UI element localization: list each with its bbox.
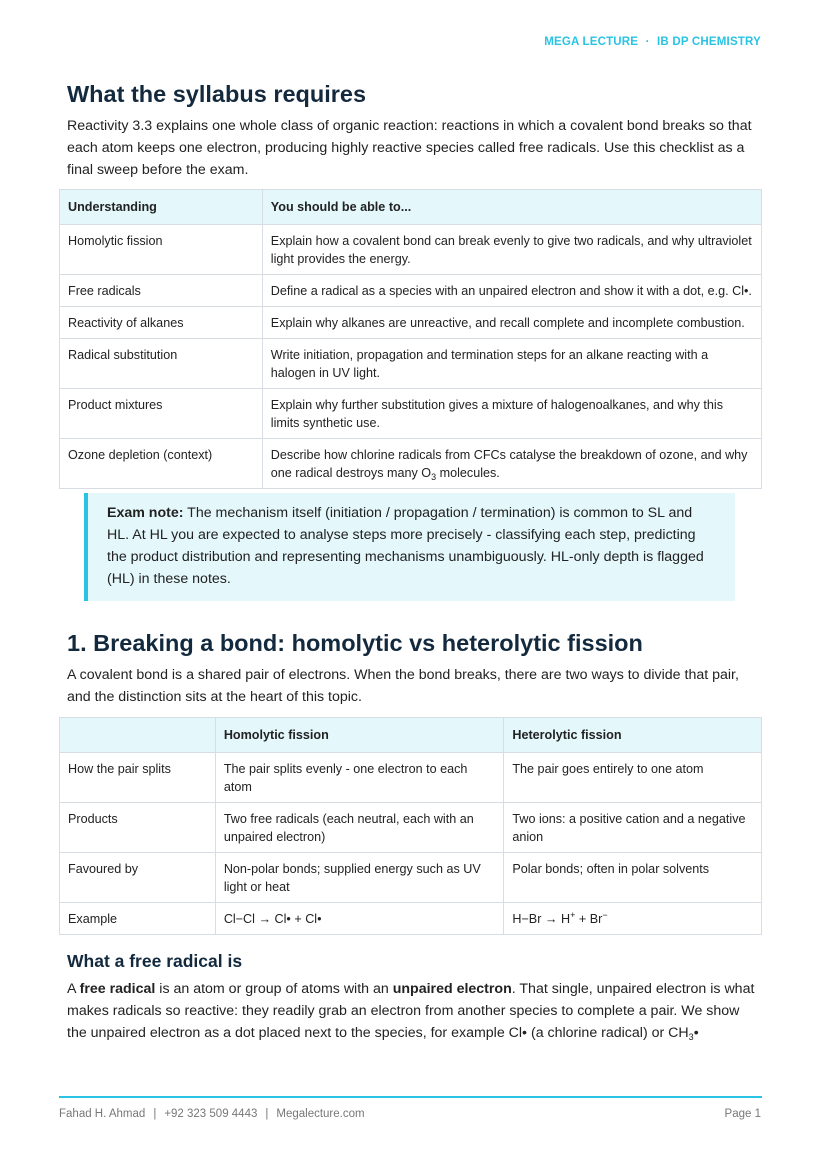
syllabus-intro: Reactivity 3.3 explains one whole class of organic reaction: reactions in which a covalent bond breaks so that each atom keeps one electron, producing highly reactive species called free radicals. Use this checklist as a final sweep before the exam. <box>67 118 752 178</box>
table-cell: Two ions: a positive cation and a negative anion <box>504 802 762 852</box>
text-run: . That single, unpaired electron is what makes radicals so reactive: they readily grab an electron from another species to complete a pair. We show the unpaired electron as a dot placed next to the species, for example Cl• (a chlorine radical) or CH <box>67 980 755 1041</box>
superscript: + <box>570 909 576 920</box>
page-number: Page 1 <box>724 1108 761 1120</box>
term-unpaired-electron: unpaired electron <box>392 980 512 997</box>
exam-note-label: Exam note: <box>107 505 184 522</box>
table-header-row <box>60 717 762 752</box>
term-free-radical: free radical <box>79 980 156 997</box>
table-row <box>60 389 762 439</box>
table-cell: Reactivity of alkanes <box>60 307 263 339</box>
column-header: You should be able to... <box>262 190 761 225</box>
footer-divider <box>59 1096 762 1098</box>
table-cell: How the pair splits <box>60 752 216 802</box>
radical-title: What a free radical is <box>67 950 243 971</box>
footer-author: Fahad H. Ahmad <box>59 1108 146 1120</box>
subscript: 3 <box>688 1031 694 1042</box>
syllabus-title: What the syllabus requires <box>67 81 367 107</box>
column-header: Homolytic fission <box>215 717 504 752</box>
page-content <box>59 78 762 1044</box>
exam-note-text: The mechanism itself (initiation / propagation / termination) is common to SL and HL. At HL you are expected to analyse steps more precisely - classifying each step, predicting the product distribution and representing mechanisms unambiguously. HL-only depth is flagged (HL) in these notes. <box>107 505 704 588</box>
table-cell: Cl−Cl → Cl• + Cl• <box>215 902 504 934</box>
exam-note <box>84 493 735 601</box>
table-row <box>60 225 762 275</box>
table-cell: Explain how a covalent bond can break evenly to give two radicals, and why ultraviolet light provides the energy. <box>262 225 761 275</box>
table-cell: Two free radicals (each neutral, each with an unpaired electron) <box>215 802 504 852</box>
table-cell: Polar bonds; often in polar solvents <box>504 852 762 902</box>
table-row <box>60 339 762 389</box>
table-row <box>60 307 762 339</box>
table-row <box>60 802 762 852</box>
table-cell: Homolytic fission <box>60 225 263 275</box>
section1-intro: A covalent bond is a shared pair of electrons. When the bond breaks, there are two ways to divide that pair, and the distinction sits at the heart of this topic. <box>67 667 739 706</box>
radical-paragraph <box>67 979 762 1044</box>
footer-separator: | <box>153 1108 157 1120</box>
table-cell: Ozone depletion (context) <box>60 439 263 489</box>
table-cell: Example <box>60 902 216 934</box>
column-header: Understanding <box>60 190 263 225</box>
table-cell: Favoured by <box>60 852 216 902</box>
cell-text: Describe how chlorine radicals from CFCs catalyse the breakdown of ozone, and why one radical destroys many O <box>270 448 748 481</box>
header-course: MEGA LECTURE <box>544 36 639 48</box>
column-header <box>60 717 216 752</box>
column-header: Heterolytic fission <box>504 717 762 752</box>
table-cell: Products <box>60 802 216 852</box>
table-row <box>60 275 762 307</box>
table-row <box>60 752 762 802</box>
table-cell: Non-polar bonds; supplied energy such as UV light or heat <box>215 852 504 902</box>
page-header <box>544 36 761 48</box>
superscript: − <box>602 909 608 920</box>
footer-separator: | <box>265 1108 269 1120</box>
table-cell: Free radicals <box>60 275 263 307</box>
text-run: A <box>67 980 80 997</box>
equation-text: H−Br → H <box>512 911 571 926</box>
table-cell <box>504 902 762 934</box>
table-cell: Explain why alkanes are unreactive, and recall complete and incomplete combustion. <box>262 307 761 339</box>
header-subject: IB DP CHEMISTRY <box>657 36 761 48</box>
text-run: • <box>693 1024 699 1041</box>
table-cell: The pair goes entirely to one atom <box>504 752 762 802</box>
table-cell: Write initiation, propagation and termination steps for an alkane reacting with a halogen in UV light. <box>262 339 761 389</box>
subscript: 3 <box>431 472 437 483</box>
section1-title: 1. Breaking a bond: homolytic vs heterolytic fission <box>67 630 643 657</box>
table-cell <box>262 439 761 489</box>
table-row <box>60 439 762 489</box>
table-cell: Radical substitution <box>60 339 263 389</box>
header-divider: · <box>645 36 650 48</box>
table-row <box>60 902 762 934</box>
equation-text: + Br <box>575 911 603 926</box>
footer-contact <box>59 1108 365 1120</box>
cell-text: molecules. <box>436 466 500 481</box>
table-cell: Explain why further substitution gives a mixture of halogenoalkanes, and why this limits synthetic use. <box>262 389 761 439</box>
table-cell: Define a radical as a species with an unpaired electron and show it with a dot, e.g. Cl•. <box>262 275 761 307</box>
footer-phone: +92 323 509 4443 <box>164 1108 258 1120</box>
table-cell: Product mixtures <box>60 389 263 439</box>
table-row <box>60 852 762 902</box>
footer-site: Megalecture.com <box>276 1108 365 1120</box>
text-run: is an atom or group of atoms with an <box>155 980 393 997</box>
table-cell: The pair splits evenly - one electron to each atom <box>215 752 504 802</box>
table-header-row <box>60 190 762 225</box>
fission-table <box>59 717 762 935</box>
syllabus-table <box>59 189 762 489</box>
